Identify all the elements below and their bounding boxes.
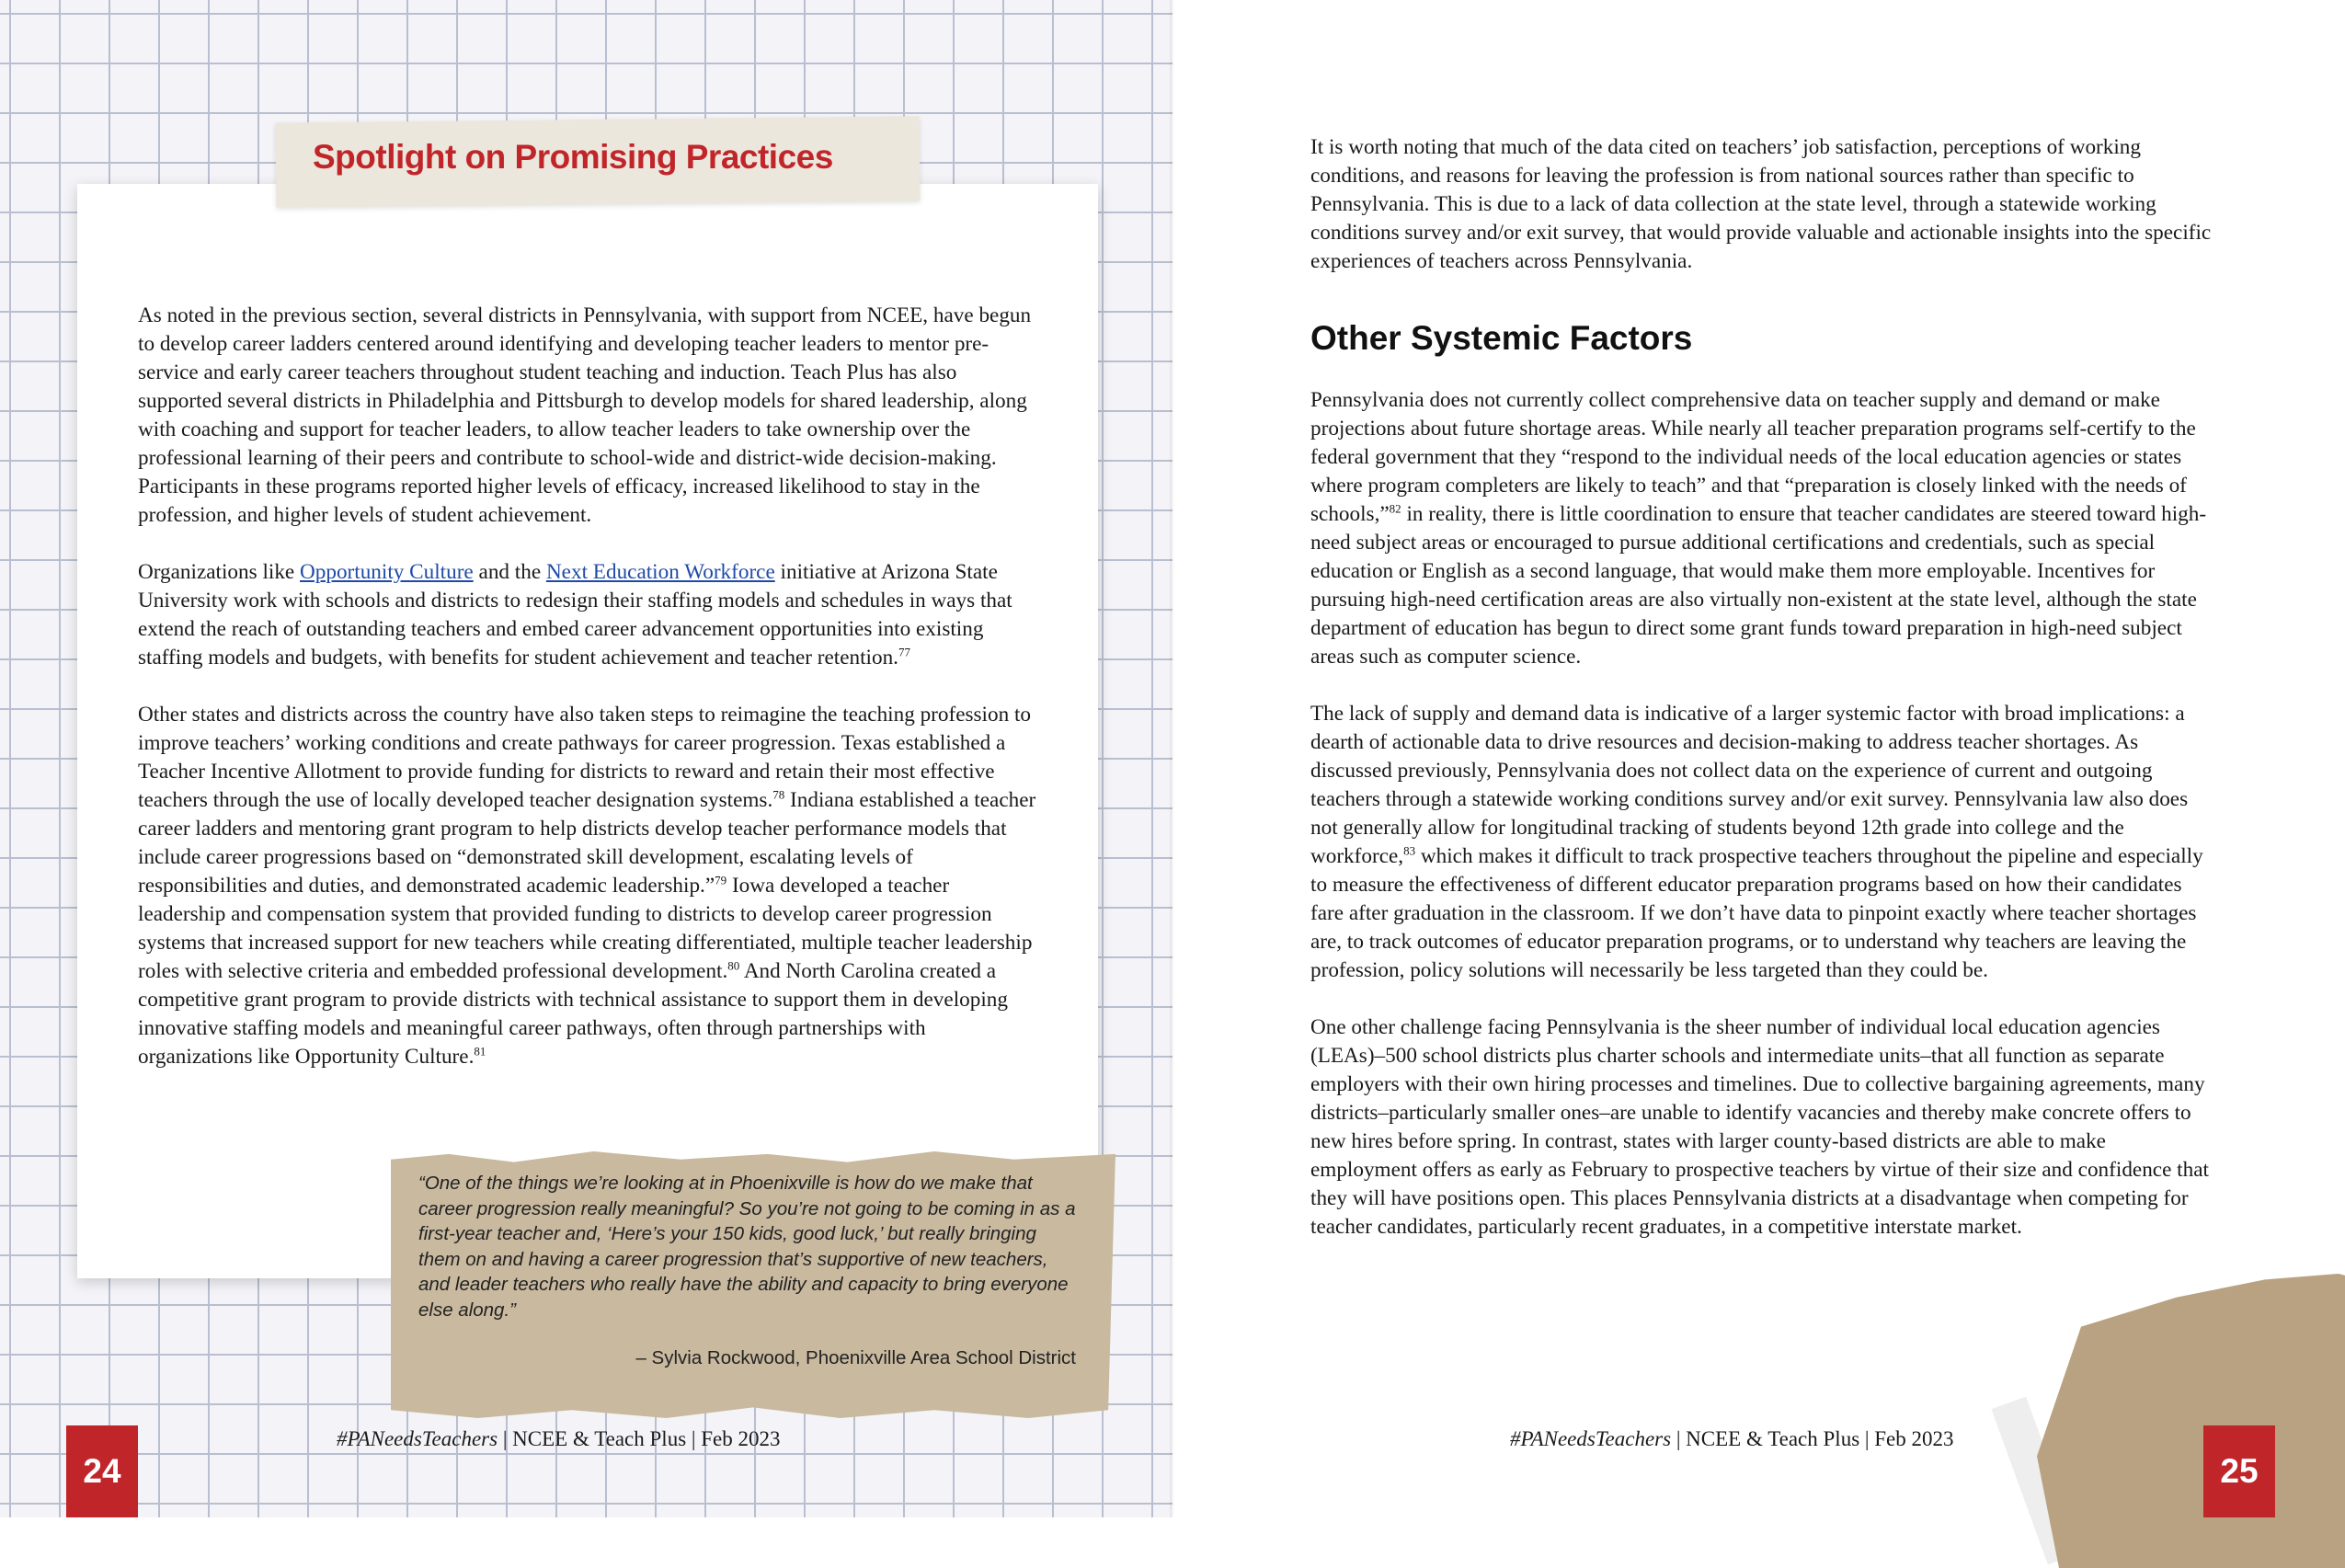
paragraph-text: and the [473, 560, 546, 584]
spotlight-paragraph-3 [138, 701, 1039, 1071]
footnote-ref: 80 [727, 958, 740, 973]
paragraph-text: in reality, there is little coordination to ensure that teacher candidates are steered toward high-need subject areas or encouraged to pursue additional certifications and credentials, such as special education or English as a second language, that would make them more employable. Incentives for pursuing high-need certification areas are also virtually non-existent at the state level, although the state department of education has begun to direct some grant funds toward preparation in high-need subject areas such as computer science. [1310, 502, 2207, 669]
paragraph-text: Other states and districts across the country have also taken steps to reimagine the teaching profession to improve teachers’ working conditions and create pathways for career progression. Texas established a Teacher Incentive Allotment to provide funding for districts to reward and retain their most effective teachers through the use of locally developed teacher designation systems. [138, 703, 1032, 812]
footer-separator: | [686, 1427, 702, 1450]
footer-right [1510, 1427, 1954, 1451]
footnote-ref: 79 [715, 873, 727, 887]
quote-author: Sylvia Rockwood [651, 1347, 795, 1368]
right-paragraph-2 [1310, 700, 2216, 985]
attribution-dash: – [635, 1347, 652, 1368]
right-intro [1310, 133, 2216, 304]
quote-attribution [418, 1347, 1076, 1369]
spotlight-body [138, 302, 1039, 1100]
right-paragraph-1 [1310, 386, 2216, 671]
footnote-ref: 78 [772, 787, 785, 802]
right-body [1310, 386, 2216, 1270]
footnote-ref: 77 [898, 645, 910, 659]
footnote-ref: 82 [1389, 501, 1401, 516]
opportunity-culture-link[interactable]: Opportunity Culture [300, 560, 474, 584]
paragraph-text: The lack of supply and demand data is indicative of a larger systemic factor with broad implications: a dearth of actionable data to drive resources and decision-making to address teacher shortages. As discussed previously, Pennsylvania does not collect data on the experience of current and outgoing teachers through a statewide working conditions survey and/or exit survey. Pennsylvania law also does not generally allow for longitudinal tracking of students beyond 12th grade into college and the workforce, [1310, 702, 2189, 868]
quote-affiliation: , Phoenixville Area School District [795, 1347, 1076, 1368]
spotlight-paragraph-1: As noted in the previous section, several districts in Pennsylvania, with support from NCEE, have begun to develop career ladders centered around identifying and developing teacher leaders to mentor pre-service and early career teachers throughout student teaching and induction. Teach Plus has also supported several districts in Philadelphia and Pittsburgh to develop models for shared leadership, along with coaching and support for teacher leaders, to allow teacher leaders to take ownership over the professional learning of their peers and contribute to school-wide and district-wide decision-making. Participants in these programs reported higher levels of efficacy, increased likelihood to stay in the profession, and higher levels of student achievement. [138, 303, 1032, 527]
paragraph-text: Organizations like [138, 560, 301, 584]
spotlight-title: Spotlight on Promising Practices [313, 138, 833, 176]
page-number-left: 24 [66, 1425, 138, 1517]
intro-paragraph: It is worth noting that much of the data cited on teachers’ job satisfaction, perceptions of working conditions, and reasons for leaving the profession is from national sources rather than specific to Pennsylvania. This is due to a lack of data collection at the state level, through a statewide working conditions survey and/or exit survey, that would provide valuable and actionable insights into the specific experiences of teachers across Pennsylvania. [1310, 135, 2212, 273]
paragraph-text: And North Carolina created a competitive grant program to provide districts with technical assistance to support them in developing innovative staffing models and meaningful career pathways, often through partnerships with organizations like Opportunity Culture. [138, 959, 1008, 1069]
footer-org: NCEE & Teach Plus [512, 1427, 687, 1450]
next-education-workforce-link[interactable]: Next Education Workforce [545, 560, 775, 584]
footnote-ref: 83 [1403, 843, 1416, 858]
footer-separator: | [1671, 1427, 1687, 1450]
paragraph-text: Pennsylvania does not currently collect comprehensive data on teacher supply and demand or make projections about future shortage areas. While nearly all teacher preparation programs self-certify to the federal government that they “respond to the individual needs of the local education agencies or states where program completers are likely to teach” and that “preparation is closely linked with the needs of schools,” [1310, 388, 2196, 526]
paragraph-text: initiative at Arizona State University work with schools and districts to redesign their staffing models and schedules in ways that extend the reach of outstanding teachers and embed career advancement opportunities into existing staffing models and budgets, with benefits for student achievement and teacher retention. [138, 560, 1012, 670]
footer-separator: | [1859, 1427, 1875, 1450]
spotlight-paragraph-2 [138, 558, 1039, 672]
footer-date: Feb 2023 [1874, 1427, 1954, 1450]
paragraph-text: which makes it difficult to track prospective teachers throughout the pipeline and especially to measure the effectiveness of different educator preparation programs based on how their candidates fare after graduation in the classroom. If we don’t have data to pinpoint exactly where teacher shortages are, to track outcomes of educator preparation programs, or to understand why teachers are leaving the profession, policy solutions will necessarily be less targeted than they could be. [1310, 844, 2203, 982]
page-number-right: 25 [2203, 1425, 2275, 1517]
footer-date: Feb 2023 [701, 1427, 781, 1450]
pull-quote: “One of the things we’re looking at in Phoenixville is how do we make that career progression really meaningful? So you’re not going to be coming in as a first-year teacher and, ‘Here’s your 150 kids, good luck,’ but really bringing them on and having a career progression that’s supportive of new teachers, and leader teachers who really have the ability and capacity to bring everyone else along.” [418, 1173, 1076, 1321]
right-paragraph-3: One other challenge facing Pennsylvania is the sheer number of individual local education agencies (LEAs)–500 school districts plus charter schools and intermediate units–that all function as separate employers with their own hiring processes and timelines. Due to collective bargaining agreements, many districts–particularly smaller ones–are unable to identify vacancies and thereby make concrete offers to new hires before spring. In contrast, states with larger county-based districts are able to make employment offers as early as February to prospective teachers by virtue of their size and confidence that they will have positions open. This places Pennsylvania districts at a disadvantage when competing for teacher candidates, particularly recent graduates, in a competitive interstate market. [1310, 1015, 2209, 1239]
page-gutter [1170, 0, 1175, 1517]
paragraph-text: Iowa developed a teacher leadership and compensation system that provided funding to districts to develop career progression systems that increased support for new teachers while creating differentiated, multiple teacher leadership roles with selective criteria and embedded professional development. [138, 874, 1033, 983]
footer-hashtag: #PANeedsTeachers [337, 1427, 498, 1450]
footer-hashtag: #PANeedsTeachers [1510, 1427, 1672, 1450]
footer-org: NCEE & Teach Plus [1686, 1427, 1860, 1450]
footer-separator: | [498, 1427, 513, 1450]
footnote-ref: 81 [474, 1044, 486, 1059]
paragraph-text: Indiana established a teacher career ladders and mentoring grant program to help districts develop teacher performance models that include career progressions based on “demonstrated skill development, escalating levels of responsibilities and duties, and demonstrated academic leadership.” [138, 788, 1036, 898]
section-heading: Other Systemic Factors [1310, 319, 1693, 357]
footer-left [337, 1427, 781, 1451]
